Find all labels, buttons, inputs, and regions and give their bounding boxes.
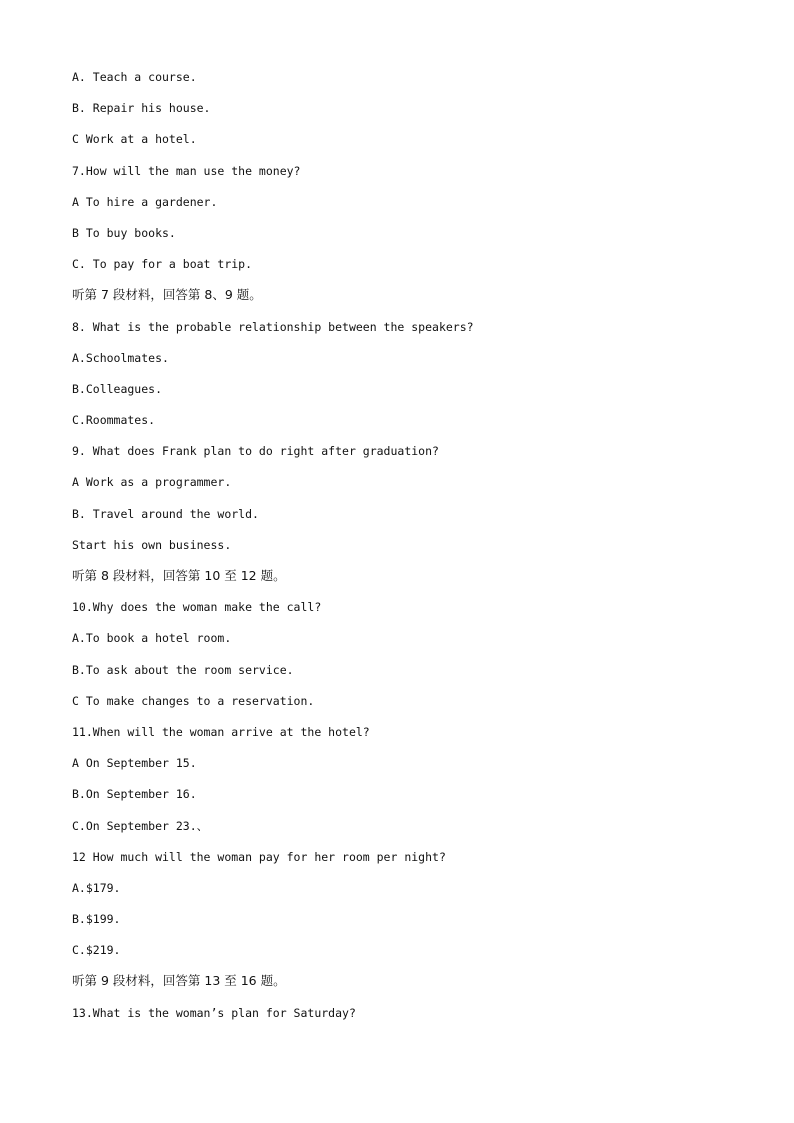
option-9a: A Work as a programmer. [72, 475, 232, 490]
document-content [72, 66, 732, 1033]
section-heading-9: 听第 9 段材料，回答第 13 至 16 题。 [72, 973, 286, 989]
option-6b: B. Repair his house. [72, 101, 211, 116]
option-7c: C. To pay for a boat trip. [72, 257, 253, 272]
option-10c: C To make changes to a reservation. [72, 693, 315, 708]
option-12b: B.$199. [72, 912, 121, 927]
option-10a: A.To book a hotel room. [72, 631, 232, 646]
option-8c: C.Roommates. [72, 413, 156, 428]
section-heading-7: 听第 7 段材料，回答第 8、9 题。 [72, 287, 262, 303]
option-9b: B. Travel around the world. [72, 506, 259, 521]
option-11c: C.On September 23.、 [72, 818, 209, 833]
question-10: 10.Why does the woman make the call? [72, 600, 322, 615]
option-8a: A.Schoolmates. [72, 350, 169, 365]
option-12c: C.$219. [72, 943, 121, 958]
question-13: 13.What is the woman’s plan for Saturday? [72, 1005, 356, 1020]
section-heading-8: 听第 8 段材料，回答第 10 至 12 题。 [72, 568, 286, 583]
option-8b: B.Colleagues. [72, 381, 163, 396]
option-10b: B.To ask about the room service. [72, 662, 294, 677]
option-11b: B.On September 16. [72, 787, 197, 802]
question-7: 7.How will the man use the money? [72, 163, 301, 178]
option-9c: Start his own business. [72, 537, 232, 552]
question-9: 9. What does Frank plan to do right after graduation? [72, 444, 439, 459]
option-6a: A. Teach a course. [72, 70, 197, 84]
question-12: 12 How much will the woman pay for her room per night? [72, 849, 446, 864]
question-11: 11.When will the woman arrive at the hotel? [72, 724, 370, 739]
option-7a: A To hire a gardener. [72, 194, 218, 209]
option-7b: B To buy books. [72, 225, 176, 240]
question-8: 8. What is the probable relationship between the speakers? [72, 319, 474, 334]
option-11a: A On September 15. [72, 756, 197, 771]
option-6c: C Work at a hotel. [72, 132, 197, 147]
option-12a: A.$179. [72, 880, 121, 895]
